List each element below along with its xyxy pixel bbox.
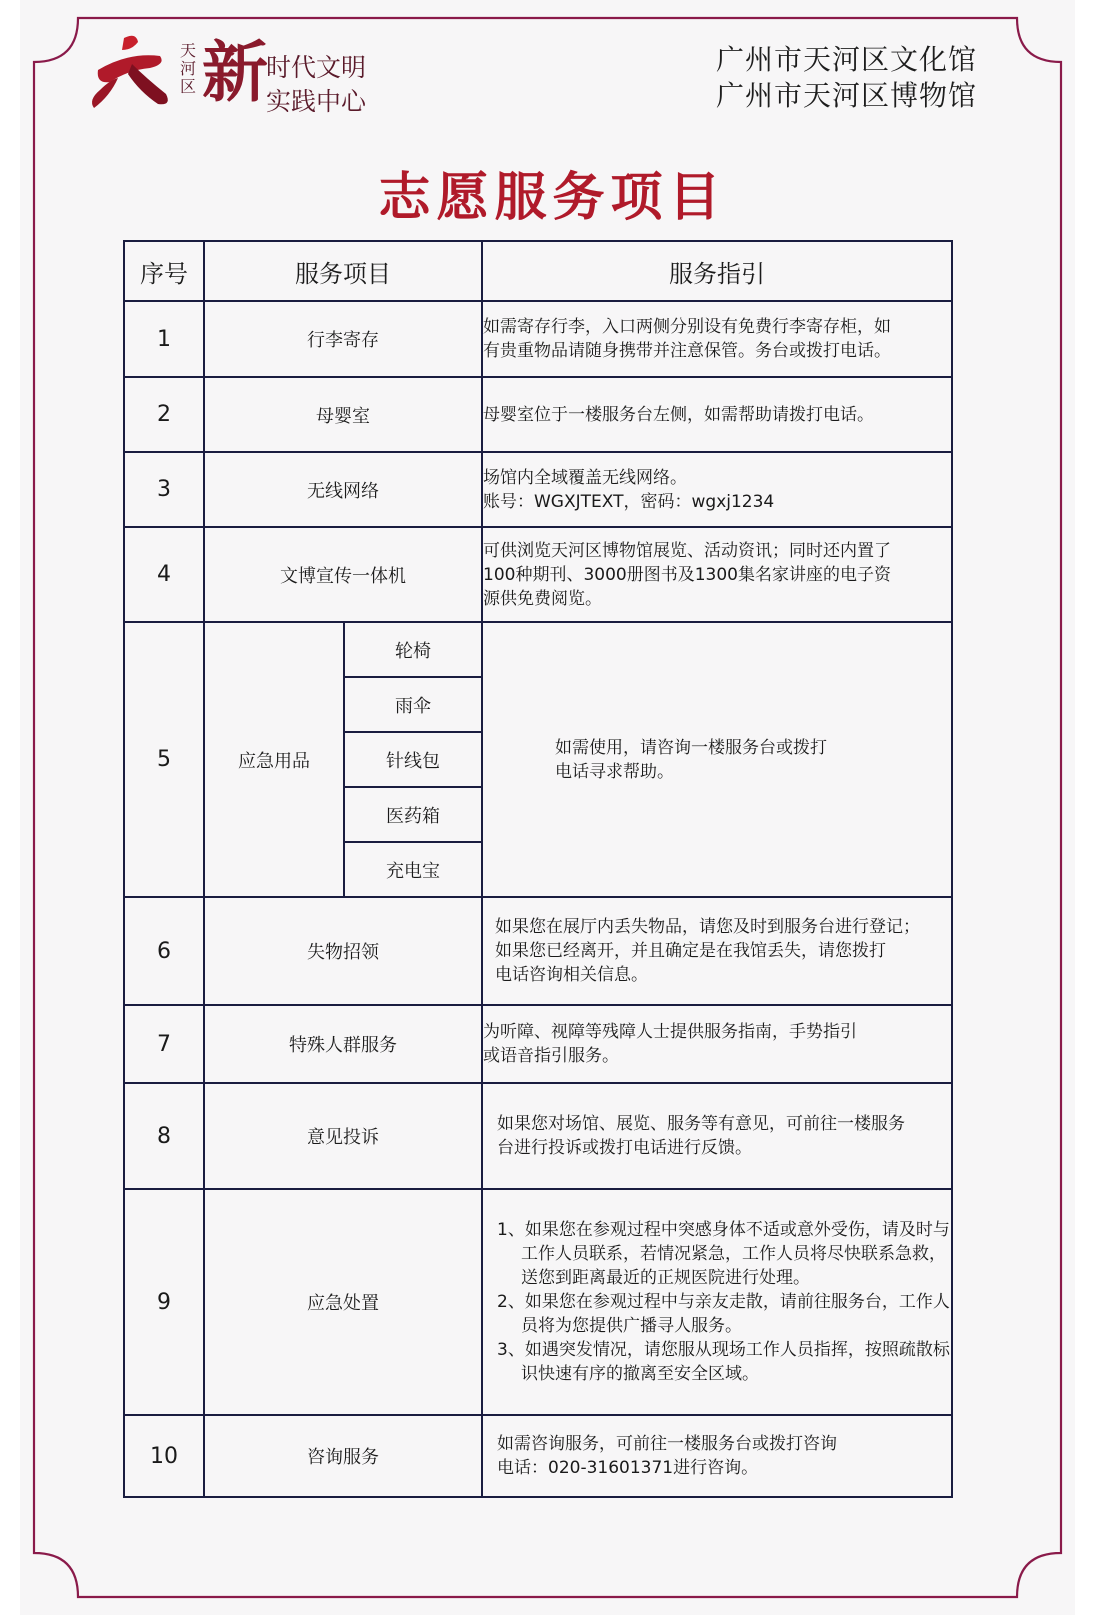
sub-item-sewing-kit: 针线包	[344, 732, 482, 787]
guide-line: 如需寄存行李，入口两侧分别设有免费行李寄存柜，如	[483, 317, 891, 337]
service-table	[123, 240, 953, 1498]
logo	[88, 30, 388, 115]
sub-item-medical-kit: 医药箱	[344, 787, 482, 842]
guide-list	[497, 1218, 951, 1386]
row-item: 失物招领	[204, 897, 482, 1005]
guide-line: 场馆内全域覆盖无线网络。	[483, 467, 687, 488]
row-item: 无线网络	[204, 452, 482, 527]
table-row	[124, 452, 952, 527]
guide-line: 电话咨询相关信息。	[495, 965, 648, 985]
row-item: 应急处置	[204, 1189, 482, 1415]
row-item: 应急用品	[204, 622, 344, 897]
table-row	[124, 622, 952, 677]
row-item: 特殊人群服务	[204, 1005, 482, 1083]
sub-item-wheelchair: 轮椅	[344, 622, 482, 677]
table-row	[124, 527, 952, 622]
row-guide	[482, 452, 952, 527]
row-guide	[482, 377, 952, 452]
logo-line-1: 时代文明	[266, 53, 367, 82]
header-num: 序号	[124, 241, 204, 301]
guide-line: 如果您对场馆、展览、服务等有意见，可前往一楼服务	[497, 1114, 905, 1134]
guide-line: 电话寻求帮助。	[555, 761, 674, 782]
guide-line: 如果您已经离开，并且确定是在我馆丢失，请您拨打	[495, 941, 886, 961]
guide-list-item: 3、如遇突发情况，请您服从现场工作人员指挥，按照疏散标识快速有序的撤离至安全区域。	[497, 1340, 950, 1384]
guide-line: 如需使用，请咨询一楼服务台或拨打	[555, 737, 827, 758]
row-num: 10	[124, 1415, 204, 1497]
table-row	[124, 1415, 952, 1497]
guide-line: 有贵重物品请随身携带并注意保管。务台或拨打电话。	[483, 341, 891, 361]
row-num: 6	[124, 897, 204, 1005]
guide-line: 或语音指引服务。	[483, 1046, 619, 1066]
guide-list-item: 2、如果您在参观过程中与亲友走散，请前往服务台，工作人员将为您提供广播寻人服务。	[497, 1292, 950, 1336]
logo-district-text: 天河区	[180, 41, 197, 96]
page-title: 志愿服务项目	[378, 168, 727, 228]
org-culture-center: 广州市天河区文化馆	[715, 43, 977, 76]
row-item: 母婴室	[204, 377, 482, 452]
guide-line: 台进行投诉或拨打电话进行反馈。	[497, 1138, 752, 1158]
row-guide	[482, 301, 952, 377]
header-guide: 服务指引	[482, 241, 952, 301]
table-row	[124, 1083, 952, 1189]
sub-item-power-bank: 充电宝	[344, 842, 482, 897]
organization-names	[716, 42, 977, 114]
row-item: 文博宣传一体机	[204, 527, 482, 622]
logo-big-char: 新	[202, 34, 268, 111]
row-num: 5	[124, 622, 204, 897]
row-num: 7	[124, 1005, 204, 1083]
row-num: 4	[124, 527, 204, 622]
org-museum: 广州市天河区博物馆	[715, 79, 977, 112]
guide-line: 母婴室位于一楼服务台左侧，如需帮助请拨打电话。	[483, 404, 874, 425]
guide-line: 如果您在展厅内丢失物品，请您及时到服务台进行登记；	[495, 917, 920, 937]
row-item: 咨询服务	[204, 1415, 482, 1497]
row-guide	[482, 622, 952, 897]
row-item: 意见投诉	[204, 1083, 482, 1189]
sub-item-umbrella: 雨伞	[344, 677, 482, 732]
guide-line: 电话：020-31601371进行咨询。	[497, 1458, 759, 1478]
header-item: 服务项目	[204, 241, 482, 301]
row-guide	[482, 1083, 952, 1189]
guide-line: 源供免费阅览。	[483, 588, 602, 609]
guide-line: 如需咨询服务，可前往一楼服务台或拨打咨询	[497, 1434, 837, 1454]
row-num: 1	[124, 301, 204, 377]
row-num: 2	[124, 377, 204, 452]
table-header-row	[124, 241, 952, 301]
row-num: 9	[124, 1189, 204, 1415]
table-row	[124, 377, 952, 452]
table-row	[124, 897, 952, 1005]
table-row	[124, 1189, 952, 1415]
guide-line: 账号：WGXJTEXT，密码：wgxj1234	[483, 491, 775, 512]
row-item: 行李寄存	[204, 301, 482, 377]
table-row	[124, 1005, 952, 1083]
row-guide	[482, 1189, 952, 1415]
row-num: 8	[124, 1083, 204, 1189]
guide-list-item: 1、如果您在参观过程中突感身体不适或意外受伤，请及时与工作人员联系，若情况紧急，工作人员将尽快联系急救，送您到距离最近的正规医院进行处理。	[497, 1220, 950, 1288]
guide-line: 100种期刊、3000册图书及1300集名家讲座的电子资	[483, 564, 891, 585]
guide-line: 可供浏览天河区博物馆展览、活动资讯；同时还内置了	[483, 540, 891, 561]
row-num: 3	[124, 452, 204, 527]
guide-line: 为听障、视障等残障人士提供服务指南，手势指引	[483, 1022, 857, 1042]
row-guide	[482, 527, 952, 622]
row-guide	[482, 1005, 952, 1083]
logo-line-2: 实践中心	[266, 87, 367, 116]
logo-figure-icon	[88, 30, 178, 115]
row-guide	[482, 897, 952, 1005]
table-row	[124, 301, 952, 377]
row-guide	[482, 1415, 952, 1497]
